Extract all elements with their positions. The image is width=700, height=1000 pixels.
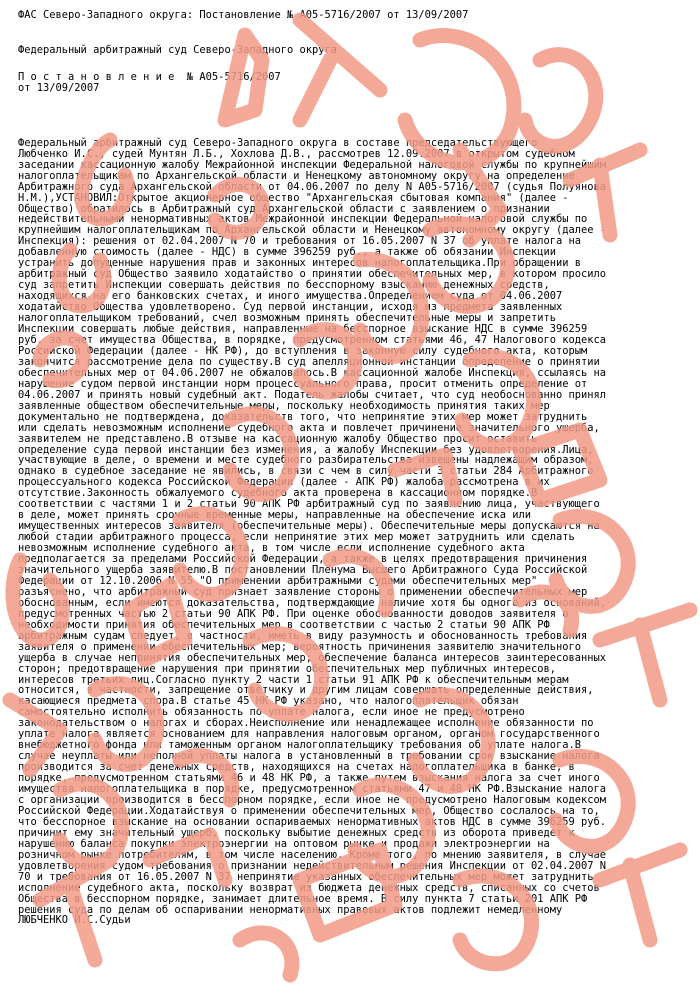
- body-text-line: Общества в бесспорном порядке, занимает длительное время. В силу пункта 7 статьи 201 АПК РФ: [18, 892, 588, 905]
- body-text-line: ущерба в случае непринятия обеспечительных мер; обеспечение баланса интересов заинтересованных: [18, 651, 607, 664]
- body-text-line: налогоплательщиком требований, счел возможным принять обеспечительные меры и запретить: [18, 312, 556, 325]
- body-text-line: недействительными ненормативных актов Межрайонной инспекции Федеральной налоговой службы по: [18, 213, 588, 226]
- body-text-line: производится за счет денежных средств, находящихся на счетах налогоплательщика в банке, в: [18, 761, 575, 774]
- body-text-line: Российской Федерации (далее - НК РФ), до вступления в законную силу судебного акта, которым: [18, 344, 588, 357]
- body-text-line: устранить допущенные нарушения прав и законных интересов налогоплательщика.При обращении в: [18, 257, 582, 270]
- body-text-line: относится, в частности, запрещение ответчику и другим лицам совершать определенные действия,: [18, 684, 594, 697]
- body-text-line: определение суда первой инстанции без изменения, а жалобу Инспекции без удовлетворения.Лица,: [18, 443, 594, 456]
- body-text-line: участвующие в деле, о времени и месте судебного разбирательства извещены надлежащим образом,: [18, 454, 594, 467]
- body-text-line: Арбитражного суда Архангельской области от 04.06.2007 по делу N А05-5716/2007 (судья Полуянова: [18, 180, 607, 193]
- body-text-line: с организации производится в бесспорном порядке, если иное не предусмотрено Налоговым кодексом: [18, 794, 607, 806]
- body-text-line: розничном рынке потребителям, в том числе населению. Кроме того, по мнению заявителя, в случае: [18, 848, 607, 861]
- document-title: П о с т а н о в л е н и е № А05-5716/2007: [18, 70, 281, 83]
- body-text-line: исполнение судебного акта, поскольку возврат из бюджета денежных средств, списанных со счетов: [18, 881, 600, 894]
- body-text-line: нарушению баланса покупки электроэнергии на оптовом рынке и продажи электроэнергии на: [18, 837, 550, 850]
- body-text-line: 04.06.2007 и принять новый судебный акт. Податель жалобы считает, что суд необоснованно принял: [18, 388, 607, 401]
- body-text-line: ходатайство Общества удовлетворено. Суд первой инстанции, исходя из предмета заявленных: [18, 301, 563, 314]
- body-text-line: суд запретить Инспекции совершать действия по бесспорному взысканию денежных средств,: [18, 279, 550, 292]
- body-text-line: случае неуплаты или неполной уплаты налога в установленный в требовании срок взыскание налога: [18, 750, 600, 763]
- body-text-line: отсутствие.Законность обжалуемого судебного акта проверена в кассационном порядке.В: [18, 487, 538, 500]
- body-text-line: закончится рассмотрение дела по существу.В суд апелляционной инстанции определение о принятии: [18, 355, 600, 368]
- body-text-line: Российской Федерации.Ходатайствуя о применении обеспечительных мер, Общество сослалось на то,: [18, 804, 600, 817]
- body-text-line: арбитражный суд Общество заявило ходатайство о принятии обеспечительных мер, в котором просило: [18, 268, 607, 281]
- body-text-line: Н.М.),УСТАНОВИЛ:Открытое акционерное общество "Архангельская сбытовая компания" (далее -: [18, 191, 569, 204]
- watermark-stroke: [240, 933, 292, 975]
- body-text-line: однако в судебное заседание не явились, в связи с чем в силу части 3 статьи 284 Арбитражного: [18, 465, 594, 478]
- body-text-line: законодательством о налогах и сборах.Неисполнение или ненадлежащее исполнение обязанности по: [18, 717, 594, 730]
- body-text-line: касающиеся предмета спора.В статье 45 НК РФ указано, что налогоплательщик обязан: [18, 695, 519, 708]
- body-text-line: самостоятельно исполнить обязанность по уплате налога, если иное не предусмотрено: [18, 706, 525, 719]
- document-source-header: ФАС Северо-Западного округа: Постановление № А05-5716/2007 от 13/09/2007: [18, 9, 469, 21]
- body-text-line: имущества налогоплательщика в порядке, предусмотренном статьями 47 и 48 НК РФ.Взыскание налога: [18, 783, 607, 796]
- body-text-line: порядке, предусмотренном статьями 46 и 48 НК РФ, а также путем взыскания налога за счет иного: [18, 772, 600, 785]
- body-text-line: ЛЮБЧЕНКО И.С.Судьи: [18, 914, 131, 927]
- body-text-line: уплате налога является основанием для направления налоговым органом, органом государственного: [18, 728, 600, 741]
- body-text-line: любой стадии арбитражного процесса, если непринятие этих мер может затруднить или сделать: [18, 531, 575, 544]
- body-text-line: арбитражным судам следует, в частности, иметь в виду разумность и обоснованность требования: [18, 629, 588, 642]
- body-text-line: Федеральный арбитражный суд Северо-Западного округа в составе председательствующего: [18, 136, 538, 149]
- body-text-line: находящихся на его банковских счетах, и иного имущества.Определением суда от 04.06.2007: [18, 290, 563, 303]
- body-text-line: интересов третьих лиц.Согласно пункту 2 части 1 статьи 91 АПК РФ к обеспечительным мерам: [18, 673, 569, 686]
- document-date: от 13/09/2007: [18, 81, 100, 94]
- body-text-line: невозможным исполнение судебного акта, в том числе если исполнение судебного акта: [18, 542, 525, 555]
- body-text-line: предусмотренных частью 2 статьи 90 АПК РФ. При оценке обоснованности доводов заявителя о: [18, 607, 569, 620]
- body-text-line: 70 и требования от 16.05.2007 N 37 непринятие указанных обеспечительных мер может затруднить: [18, 870, 594, 883]
- body-text-line: руб. за счет имущества Общества, в порядке, предусмотренном статьями 46, 47 Налогового кодекса: [18, 333, 607, 346]
- body-text-line: имущественных интересов заявителя (обеспечительные меры). Обеспечительные меры допускаются на: [18, 520, 600, 533]
- body-text-line: заседании кассационную жалобу Межрайонной инспекции Федеральной налоговой службы по крупнейшим: [18, 158, 607, 171]
- body-text-line: что бесспорное взыскание на основании оспариваемых ненормативных актов НДС в сумме 396259 руб.: [18, 815, 607, 828]
- body-text-line: налогоплательщикам по Архангельской области и Ненецкому автономному округу на определение: [18, 169, 575, 182]
- body-text-line: заявителем не представлено.В отзыве на кассационную жалобу Общество просит оставить: [18, 432, 538, 445]
- body-text-line: Федерации от 12.10.2006 N 55 "О применении арбитражными судами обеспечительных мер": [18, 574, 538, 587]
- body-text-line: Общество) обратилось в Арбитражный суд Архангельской области с заявлением о признании: [18, 202, 550, 215]
- body-text-line: Инспекция): решения от 02.04.2007 N 70 и требования от 16.05.2007 N 37 об уплате налога на: [18, 235, 582, 248]
- document-page: [18, 10, 690, 926]
- body-text-line: решения суда по делам об оспаривании ненормативных правовых актов подлежит немедленному: [18, 903, 563, 916]
- body-text-line: удовлетворения судом требования о признании недействительным решения Инспекции от 02.04.2007 N: [18, 859, 607, 872]
- body-text-line: Любченко И.С., судей Мунтян Л.Б., Хохлова Д.В., рассмотрев 12.09.2007 в открытом судебном: [18, 147, 575, 160]
- body-text-line: заявителя о применении обеспечительных мер; вероятность причинения заявителю значительного: [18, 640, 582, 653]
- body-text-line: добавленную стоимость (далее - НДС) в сумме 396259 руб., а также об обязании Инспекции: [18, 246, 556, 259]
- document-body: [18, 138, 690, 927]
- court-name: Федеральный арбитражный суд Северо-Западного округа: [18, 43, 338, 56]
- body-text-line: соответствии с частями 1 и 2 статьи 90 АПК РФ арбитражный суд по заявлению лица, участвующего: [18, 498, 600, 511]
- body-text-line: сторон; предотвращение нарушения при принятии обеспечительных мер публичных интересов,: [18, 662, 556, 675]
- body-text-line: обоснованным, если имеются доказательства, подтверждающие наличие хотя бы одного из оснований,: [18, 596, 607, 609]
- body-text-line: крупнейшим налогоплательщикам по Архангельской области и Ненецкому автономному округу (далее -: [18, 224, 607, 237]
- body-text-line: нарушение судом первой инстанции норм процессуального права, просит отменить определение от: [18, 377, 588, 390]
- body-text-line: значительного ущерба заявителю.В постановлении Пленума Высшего Арбитражного Суда Российской: [18, 563, 588, 576]
- body-text-line: или сделать невозможным исполнение судебного акта и повлечет причинение значительного ущерба,: [18, 421, 600, 434]
- body-text-line: необходимости принятия обеспечительных мер в соответствии с частью 2 статьи 90 АПК РФ: [18, 618, 550, 631]
- body-text-line: заявленные обществом обеспечительные меры, поскольку необходимость принятия таких мер: [18, 399, 550, 412]
- body-text-line: процессуального кодекса Российской Федерации (далее - АПК РФ) жалоба рассмотрена в их: [18, 476, 550, 489]
- body-text-line: документально не подтверждена, доказательств того, что непринятие этих мер может затруднить: [18, 410, 588, 423]
- body-text-line: разъяснено, что арбитражный суд признает заявление стороны о применении обеспечительных мер: [18, 585, 588, 598]
- body-text-line: обеспечительных мер от 04.06.2007 не обжаловалось.В кассационной жалобе Инспекция, ссылаясь на: [18, 366, 607, 379]
- body-text-line: внебюджетного фонда или таможенным органом налогоплательщику требования об уплате налога.В: [18, 739, 582, 752]
- body-text-line: причинит ему значительный ущерб, поскольку выбытие денежных средств из оборота приведет к: [18, 826, 575, 839]
- body-text-line: в деле, может принять срочные временные меры, направленные на обеспечение иска или: [18, 509, 531, 522]
- body-text-line: Инспекции совершать любые действия, направленные на бесспорное взыскание НДС в сумме 396259: [18, 323, 588, 336]
- body-text-line: предполагается за пределами Российской Федерации, а также в целях предотвращения причинения: [18, 553, 588, 566]
